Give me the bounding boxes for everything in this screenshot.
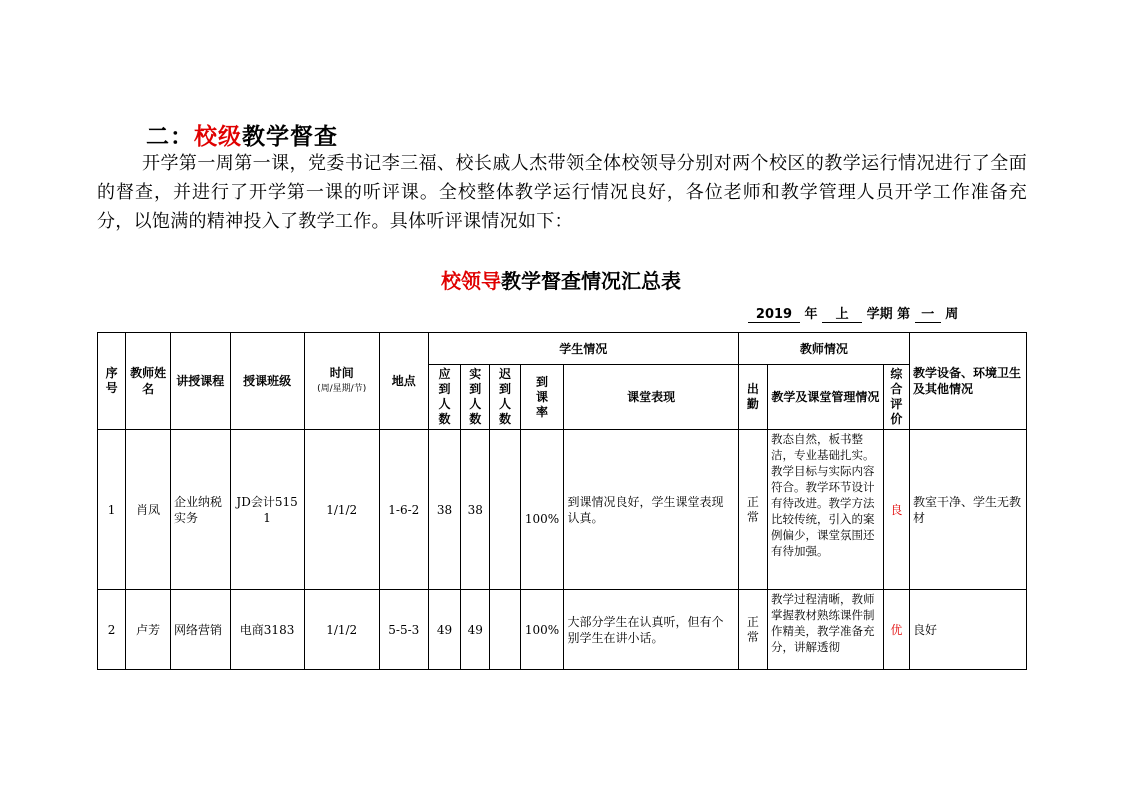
row1-attendance: 正常 [738,430,767,590]
row2-expected: 49 [428,590,460,670]
row2-course: 网络营销 [171,590,230,670]
row2-rate: 100% [520,590,564,670]
row1-management: 教态自然，板书整洁，专业基础扎实。教学目标与实际内容符合。教学环节设计有待改进。教学方法比较传统，引入的案例偏少，课堂氛围还有待加强。 [768,430,884,590]
row1-late [490,430,520,590]
row2-time: 1/1/2 [304,590,379,670]
term-week-unit: 周 [945,307,959,322]
heading-red: 校级 [194,124,242,150]
header-late: 迟到人数 [490,365,520,430]
row2-class: 电商3183 [230,590,304,670]
row1-expected: 38 [428,430,460,590]
header-course: 讲授课程 [171,333,230,430]
header-expected: 应到人数 [428,365,460,430]
header-management: 教学及课堂管理情况 [768,365,884,430]
row1-performance: 到课情况良好，学生课堂表现认真。 [564,430,738,590]
term-line [748,303,958,323]
row1-teacher: 肖凤 [126,430,171,590]
header-evaluation: 综合评价 [883,365,909,430]
header-rate: 到课率 [520,365,564,430]
row1-rate: 100% [520,430,564,590]
heading-prefix: 二： [146,124,194,150]
row1-seq: 1 [98,430,126,590]
header-student-group: 学生情况 [428,333,738,365]
term-year-unit: 年 [804,307,818,322]
row1-class: JD会计5151 [230,430,304,590]
row2-place: 5-5-3 [379,590,428,670]
row2-management: 教学过程清晰，教师掌握教材熟练课件制作精美，教学准备充分，讲解透彻 [768,590,884,670]
row1-course: 企业纳税实务 [171,430,230,590]
header-teacher-group: 教师情况 [738,333,909,365]
term-year: 2019 [748,307,800,323]
table-row [98,590,1027,670]
term-week-prefix: 第 [897,307,911,322]
term-semester: 上 [822,303,862,323]
row1-time: 1/1/2 [304,430,379,590]
row2-teacher: 卢芳 [126,590,171,670]
section-heading [146,118,338,151]
intro-paragraph: 开学第一周第一课，党委书记李三福、校长戚人杰带领全体校领导分别对两个校区的教学运行情况进行了全面的督查，并进行了开学第一课的听评课。全校整体教学运行情况良好，各位老师和教学管理人员开学工作准备充分，以饱满的精神投入了教学工作。具体听评课情况如下： [97,153,1027,232]
header-time-sub: (周/星期/节) [317,384,367,394]
row1-actual: 38 [461,430,490,590]
header-teacher: 教师姓名 [126,333,171,430]
row2-late [490,590,520,670]
header-time-label: 时间 [329,366,354,380]
header-equipment: 教学设备、环境卫生及其他情况 [909,333,1026,430]
row2-seq: 2 [98,590,126,670]
table-title [0,265,1122,294]
header-actual: 实到人数 [461,365,490,430]
row2-actual: 49 [461,590,490,670]
supervision-table [97,332,1027,670]
term-week: 一 [915,303,941,323]
header-performance: 课堂表现 [564,365,738,430]
row2-performance: 大部分学生在认真听，但有个别学生在讲小话。 [564,590,738,670]
table-title-black: 教学督查情况汇总表 [501,269,681,293]
term-semester-unit: 学期 [866,307,893,322]
table-title-red: 校领导 [441,269,501,293]
table-row [98,430,1027,590]
row1-equipment: 教室干净、学生无教材 [909,430,1026,590]
header-time [304,333,379,430]
heading-suffix: 教学督查 [242,124,338,150]
header-place: 地点 [379,333,428,430]
row2-attendance: 正常 [738,590,767,670]
row1-evaluation: 良 [883,430,909,590]
row2-equipment: 良好 [909,590,1026,670]
row1-place: 1-6-2 [379,430,428,590]
header-seq: 序号 [98,333,126,430]
header-class: 授课班级 [230,333,304,430]
row2-evaluation: 优 [883,590,909,670]
header-attendance: 出勤 [738,365,767,430]
